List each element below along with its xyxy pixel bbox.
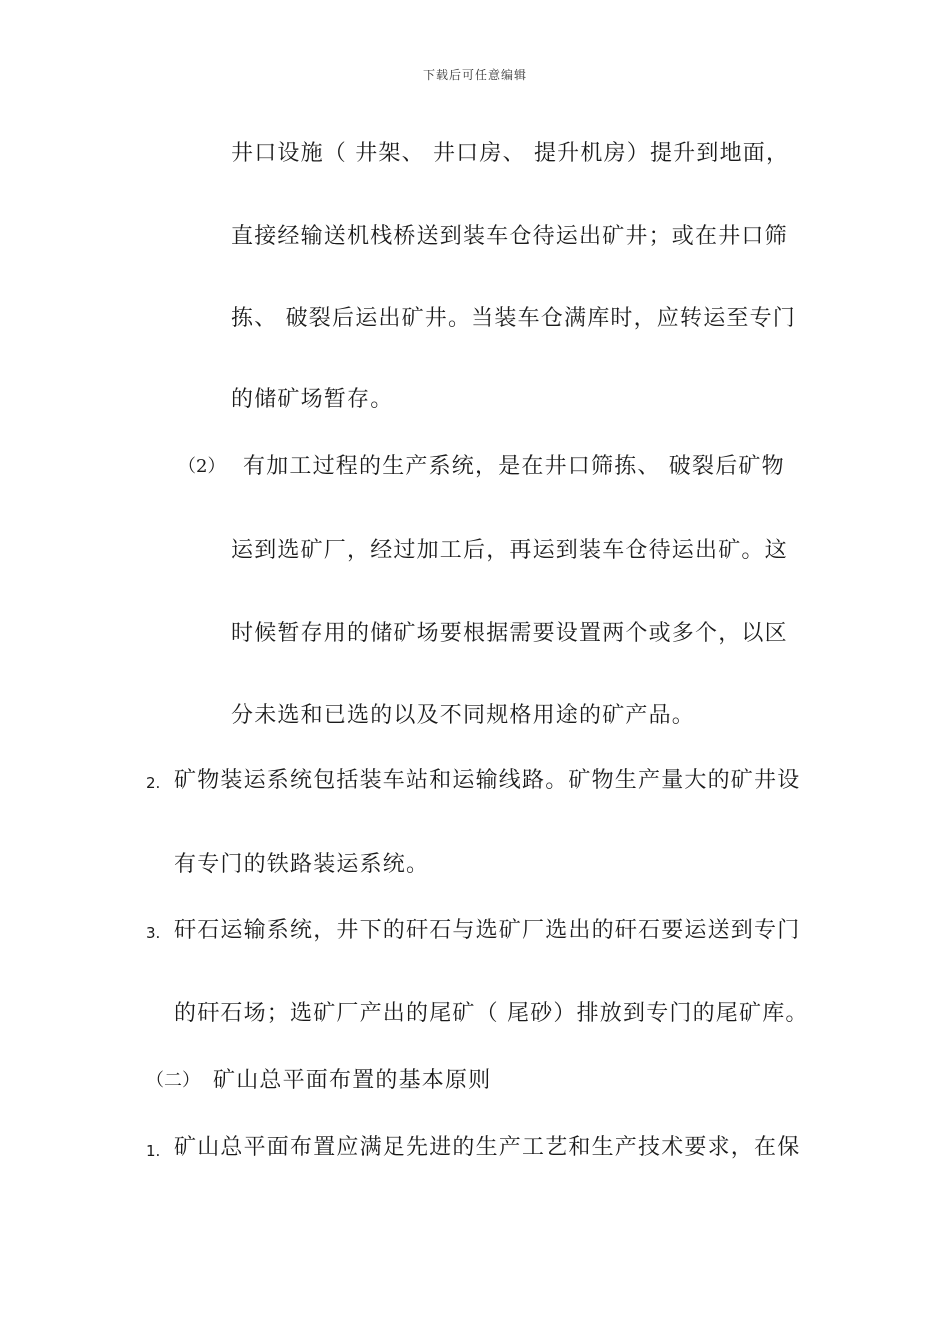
section-heading: 矿山总平面布置的基本原则 [213, 1068, 492, 1093]
text-line: 的矸石场；选矿厂产出的尾矿（ 尾砂）排放到专门的尾矿库。 [174, 1001, 809, 1026]
text-line: 拣、 破裂后运出矿井。当装车仓满库时，应转运至专门 [231, 306, 796, 331]
list-marker: （2） [178, 456, 226, 477]
text-line: 矿山总平面布置应满足先进的生产工艺和生产技术要求，在保 [174, 1135, 801, 1160]
text-line: 井口设施（ 井架、 井口房、 提升机房）提升到地面， [231, 141, 790, 166]
text-line: 分未选和已选的以及不同规格用途的矿产品。 [231, 703, 696, 728]
text-line: 时候暂存用的储矿场要根据需要设置两个或多个，以区 [231, 621, 788, 646]
text-line: 有加工过程的生产系统，是在井口筛拣、 破裂后矿物 [243, 454, 785, 479]
text-line: 运到选矿厂，经过加工后，再运到装车仓待运出矿。这 [231, 538, 788, 563]
text-line: 矿物装运系统包括装车站和运输线路。矿物生产量大的矿井设 [174, 768, 801, 793]
section-marker: （二） [146, 1070, 200, 1091]
text-line: 矸石运输系统，井下的矸石与选矿厂选出的矸石要运送到专门 [174, 918, 801, 943]
page-header: 下载后可任意编辑 [422, 68, 527, 82]
list-number: 2. [146, 774, 161, 792]
list-number: 1. [146, 1142, 161, 1160]
list-number: 3. [146, 924, 161, 942]
text-line: 有专门的铁路装运系统。 [174, 852, 430, 877]
text-line: 的储矿场暂存。 [231, 387, 394, 412]
text-line: 直接经输送机栈桥送到装车仓待运出矿井；或在井口筛 [231, 224, 788, 249]
